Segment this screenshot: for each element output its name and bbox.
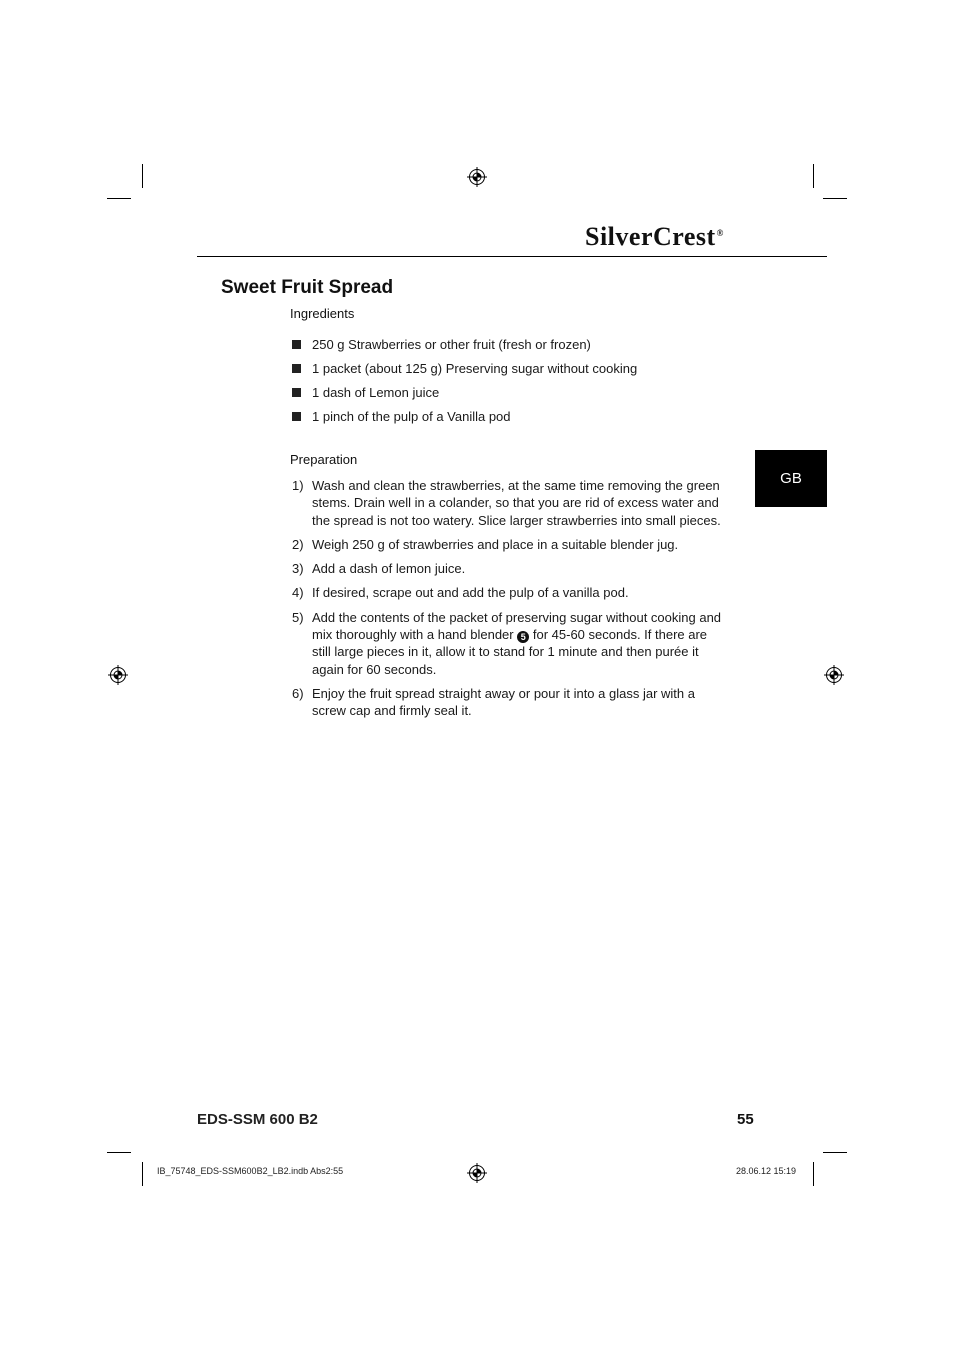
step-item: 1) Wash and clean the strawberries, at the same time removing the green stems. Drain well in a colander, so that you are rid of excess water and the spread is not too watery. Slice larger strawberries into small pieces. — [292, 478, 721, 528]
square-bullet-icon — [292, 340, 301, 349]
list-item: 1 dash of Lemon juice — [292, 380, 732, 404]
crop-mark — [813, 164, 814, 188]
registered-trademark: ® — [716, 228, 724, 238]
step-item: 4) If desired, scrape out and add the pulp of a vanilla pod. — [292, 585, 629, 601]
step-item: 2) Weigh 250 g of strawberries and place in a suitable blender jug. — [292, 536, 679, 552]
print-slug-date: 28.06.12 15:19 — [736, 1166, 797, 1176]
section-title: Sweet Fruit Spread — [221, 277, 394, 298]
step-item: 6) Enjoy the fruit spread straight away or pour it into a glass jar with a screw cap and firmly seal it. — [292, 685, 695, 719]
brand-name: SilverCrest — [585, 222, 716, 251]
registration-mark-icon — [467, 167, 487, 187]
square-bullet-icon — [292, 412, 301, 421]
header-rule — [197, 256, 827, 257]
registration-mark-icon — [467, 1163, 487, 1183]
crop-mark — [142, 1162, 143, 1186]
registration-mark-icon — [824, 665, 844, 685]
model-number: EDS-SSM 600 B2 — [197, 1111, 318, 1128]
square-bullet-icon — [292, 364, 301, 373]
crop-mark — [142, 164, 143, 188]
part-reference-icon: 5 — [517, 631, 529, 643]
ingredients-heading: Ingredients — [290, 306, 355, 321]
print-slug-file: IB_75748_EDS-SSM600B2_LB2.indb Abs2:55 — [157, 1166, 344, 1176]
ingredients-list — [292, 332, 732, 428]
list-item: 1 pinch of the pulp of a Vanilla pod — [292, 404, 732, 428]
crop-mark — [107, 198, 131, 199]
crop-mark — [823, 1152, 847, 1153]
step-item: 3) Add a dash of lemon juice. — [292, 561, 466, 577]
crop-mark — [813, 1162, 814, 1186]
language-tab: GB — [755, 450, 827, 507]
registration-mark-icon — [108, 665, 128, 685]
step-item: 5) Add the contents of the packet of preserving sugar without cooking and mix thoroughly with a hand blender 5 for 45-60 seconds. If there are still large pieces in it, allow it to stand for 1 minute and then purée it again for 60 seconds. — [292, 609, 722, 677]
brand-logo — [585, 220, 755, 252]
preparation-heading: Preparation — [290, 452, 358, 467]
preparation-steps — [292, 477, 722, 727]
crop-mark — [823, 198, 847, 199]
list-item: 250 g Strawberries or other fruit (fresh or frozen) — [292, 332, 732, 356]
page-number: 55 — [737, 1111, 754, 1128]
list-item: 1 packet (about 125 g) Preserving sugar without cooking — [292, 356, 732, 380]
crop-mark — [107, 1152, 131, 1153]
square-bullet-icon — [292, 388, 301, 397]
